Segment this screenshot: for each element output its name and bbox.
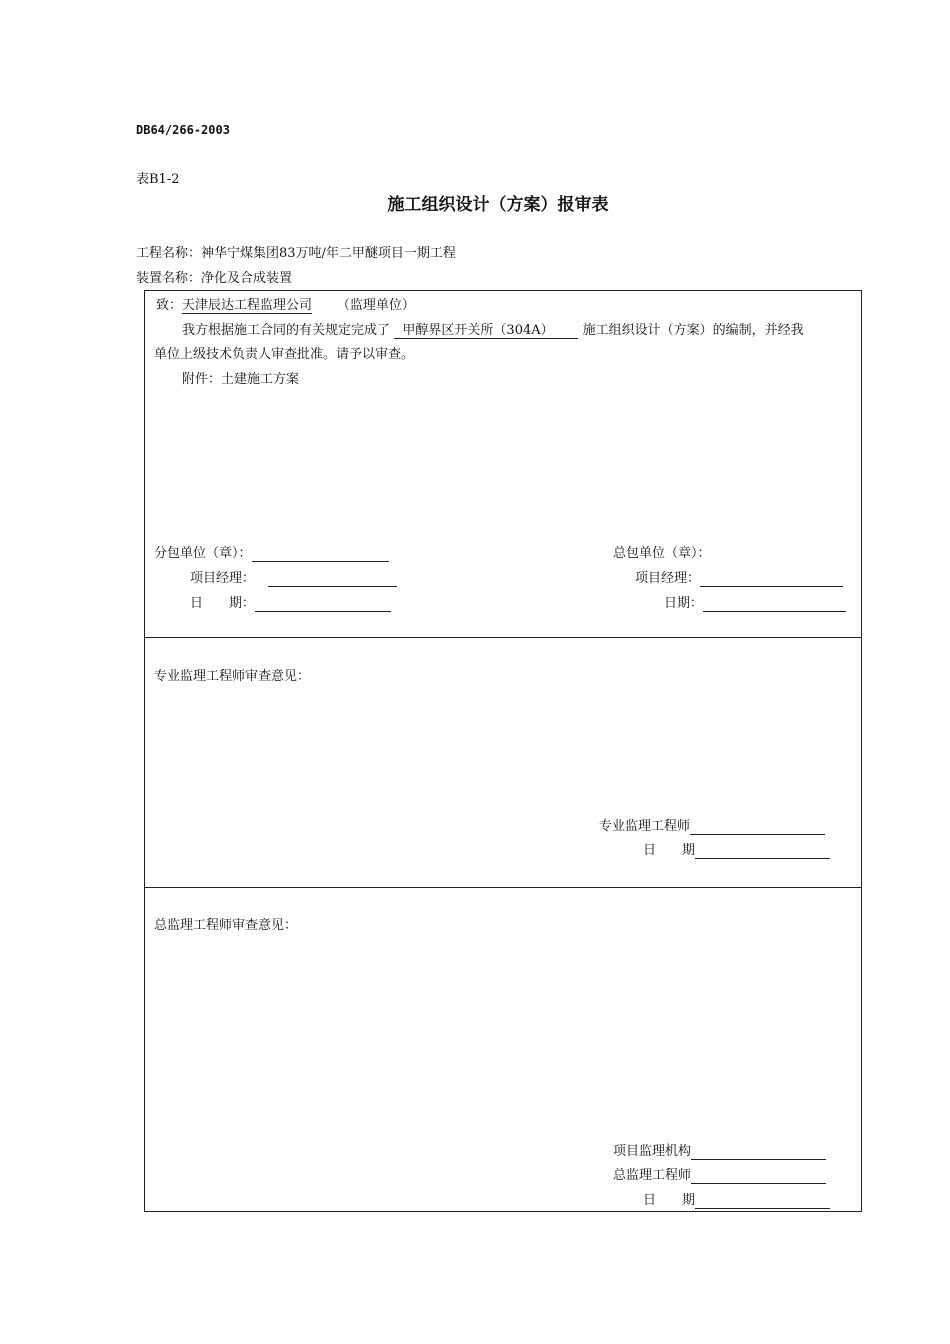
table-number: 表B1-2 (136, 172, 180, 187)
chief-engineer-signature-line[interactable] (691, 1169, 826, 1184)
sub-date-line[interactable] (255, 597, 391, 612)
specialist-opinion-label: 专业监理工程师审查意见： (154, 669, 311, 684)
attachment: 附件：土建施工方案 (182, 372, 300, 387)
paragraph-prefix: 我方根据施工合同的有关规定完成了 (182, 323, 391, 338)
sub-date-row (190, 596, 391, 612)
project-name: 工程名称：神华宁煤集团83万吨/年二甲醚项目一期工程 (136, 246, 456, 261)
specialist-engineer-label: 专业监理工程师 (599, 819, 691, 834)
page-title: 施工组织设计（方案）报审表 (387, 195, 609, 215)
chief-opinion-label: 总监理工程师审查意见： (154, 918, 298, 933)
paragraph-line-2: 单位上级技术负责人审查批准。请予以审查。 (154, 347, 415, 362)
specialist-date-row (643, 843, 830, 859)
sub-pm-signature-line[interactable] (268, 572, 397, 587)
spacer (312, 298, 337, 313)
gen-date-line[interactable] (703, 597, 846, 612)
agency-row (613, 1144, 826, 1160)
item-name-text: 甲醇界区开关所（304A） (402, 323, 554, 338)
gen-pm-signature-line[interactable] (700, 572, 843, 587)
specialist-date-line[interactable] (695, 844, 830, 859)
sub-unit-row (154, 546, 389, 562)
standard-code: DB64/266-2003 (136, 123, 230, 137)
paragraph-suffix: 施工组织设计（方案）的编制，并经我 (582, 323, 804, 338)
chief-engineer-row (613, 1168, 826, 1184)
device-name: 装置名称：净化及合成装置 (136, 271, 293, 286)
chief-date-line[interactable] (695, 1194, 830, 1209)
item-name (394, 323, 578, 339)
sub-unit-label: 分包单位（章）： (154, 546, 252, 561)
gen-unit-label: 总包单位（章）： (613, 546, 711, 561)
chief-engineer-label: 总监理工程师 (613, 1168, 692, 1183)
to-prefix: 致： (156, 298, 183, 313)
section-divider-2 (144, 887, 862, 888)
addressee-line (156, 298, 415, 314)
supervisor-company: 天津辰达工程监理公司 (182, 298, 313, 313)
agency-signature-line[interactable] (691, 1145, 826, 1160)
gen-pm-row (635, 571, 843, 587)
supervisor-suffix: （监理单位） (336, 298, 415, 313)
sub-pm-label: 项目经理： (190, 571, 256, 586)
sub-unit-signature-line[interactable] (252, 547, 389, 562)
chief-date-label: 日 期 (643, 1193, 696, 1208)
gen-date-label: 日期： (664, 596, 704, 611)
sub-date-label: 日 期： (190, 596, 256, 611)
agency-label: 项目监理机构 (613, 1144, 692, 1159)
section-divider-1 (144, 637, 862, 638)
gen-pm-label: 项目经理： (635, 571, 701, 586)
specialist-date-label: 日 期 (643, 843, 696, 858)
specialist-engineer-signature-line[interactable] (690, 820, 825, 835)
sub-pm-row (190, 571, 397, 587)
submission-paragraph (182, 323, 804, 339)
form-frame (144, 290, 862, 1212)
gen-date-row (664, 596, 846, 612)
specialist-engineer-row (599, 819, 825, 835)
chief-date-row (643, 1193, 830, 1209)
